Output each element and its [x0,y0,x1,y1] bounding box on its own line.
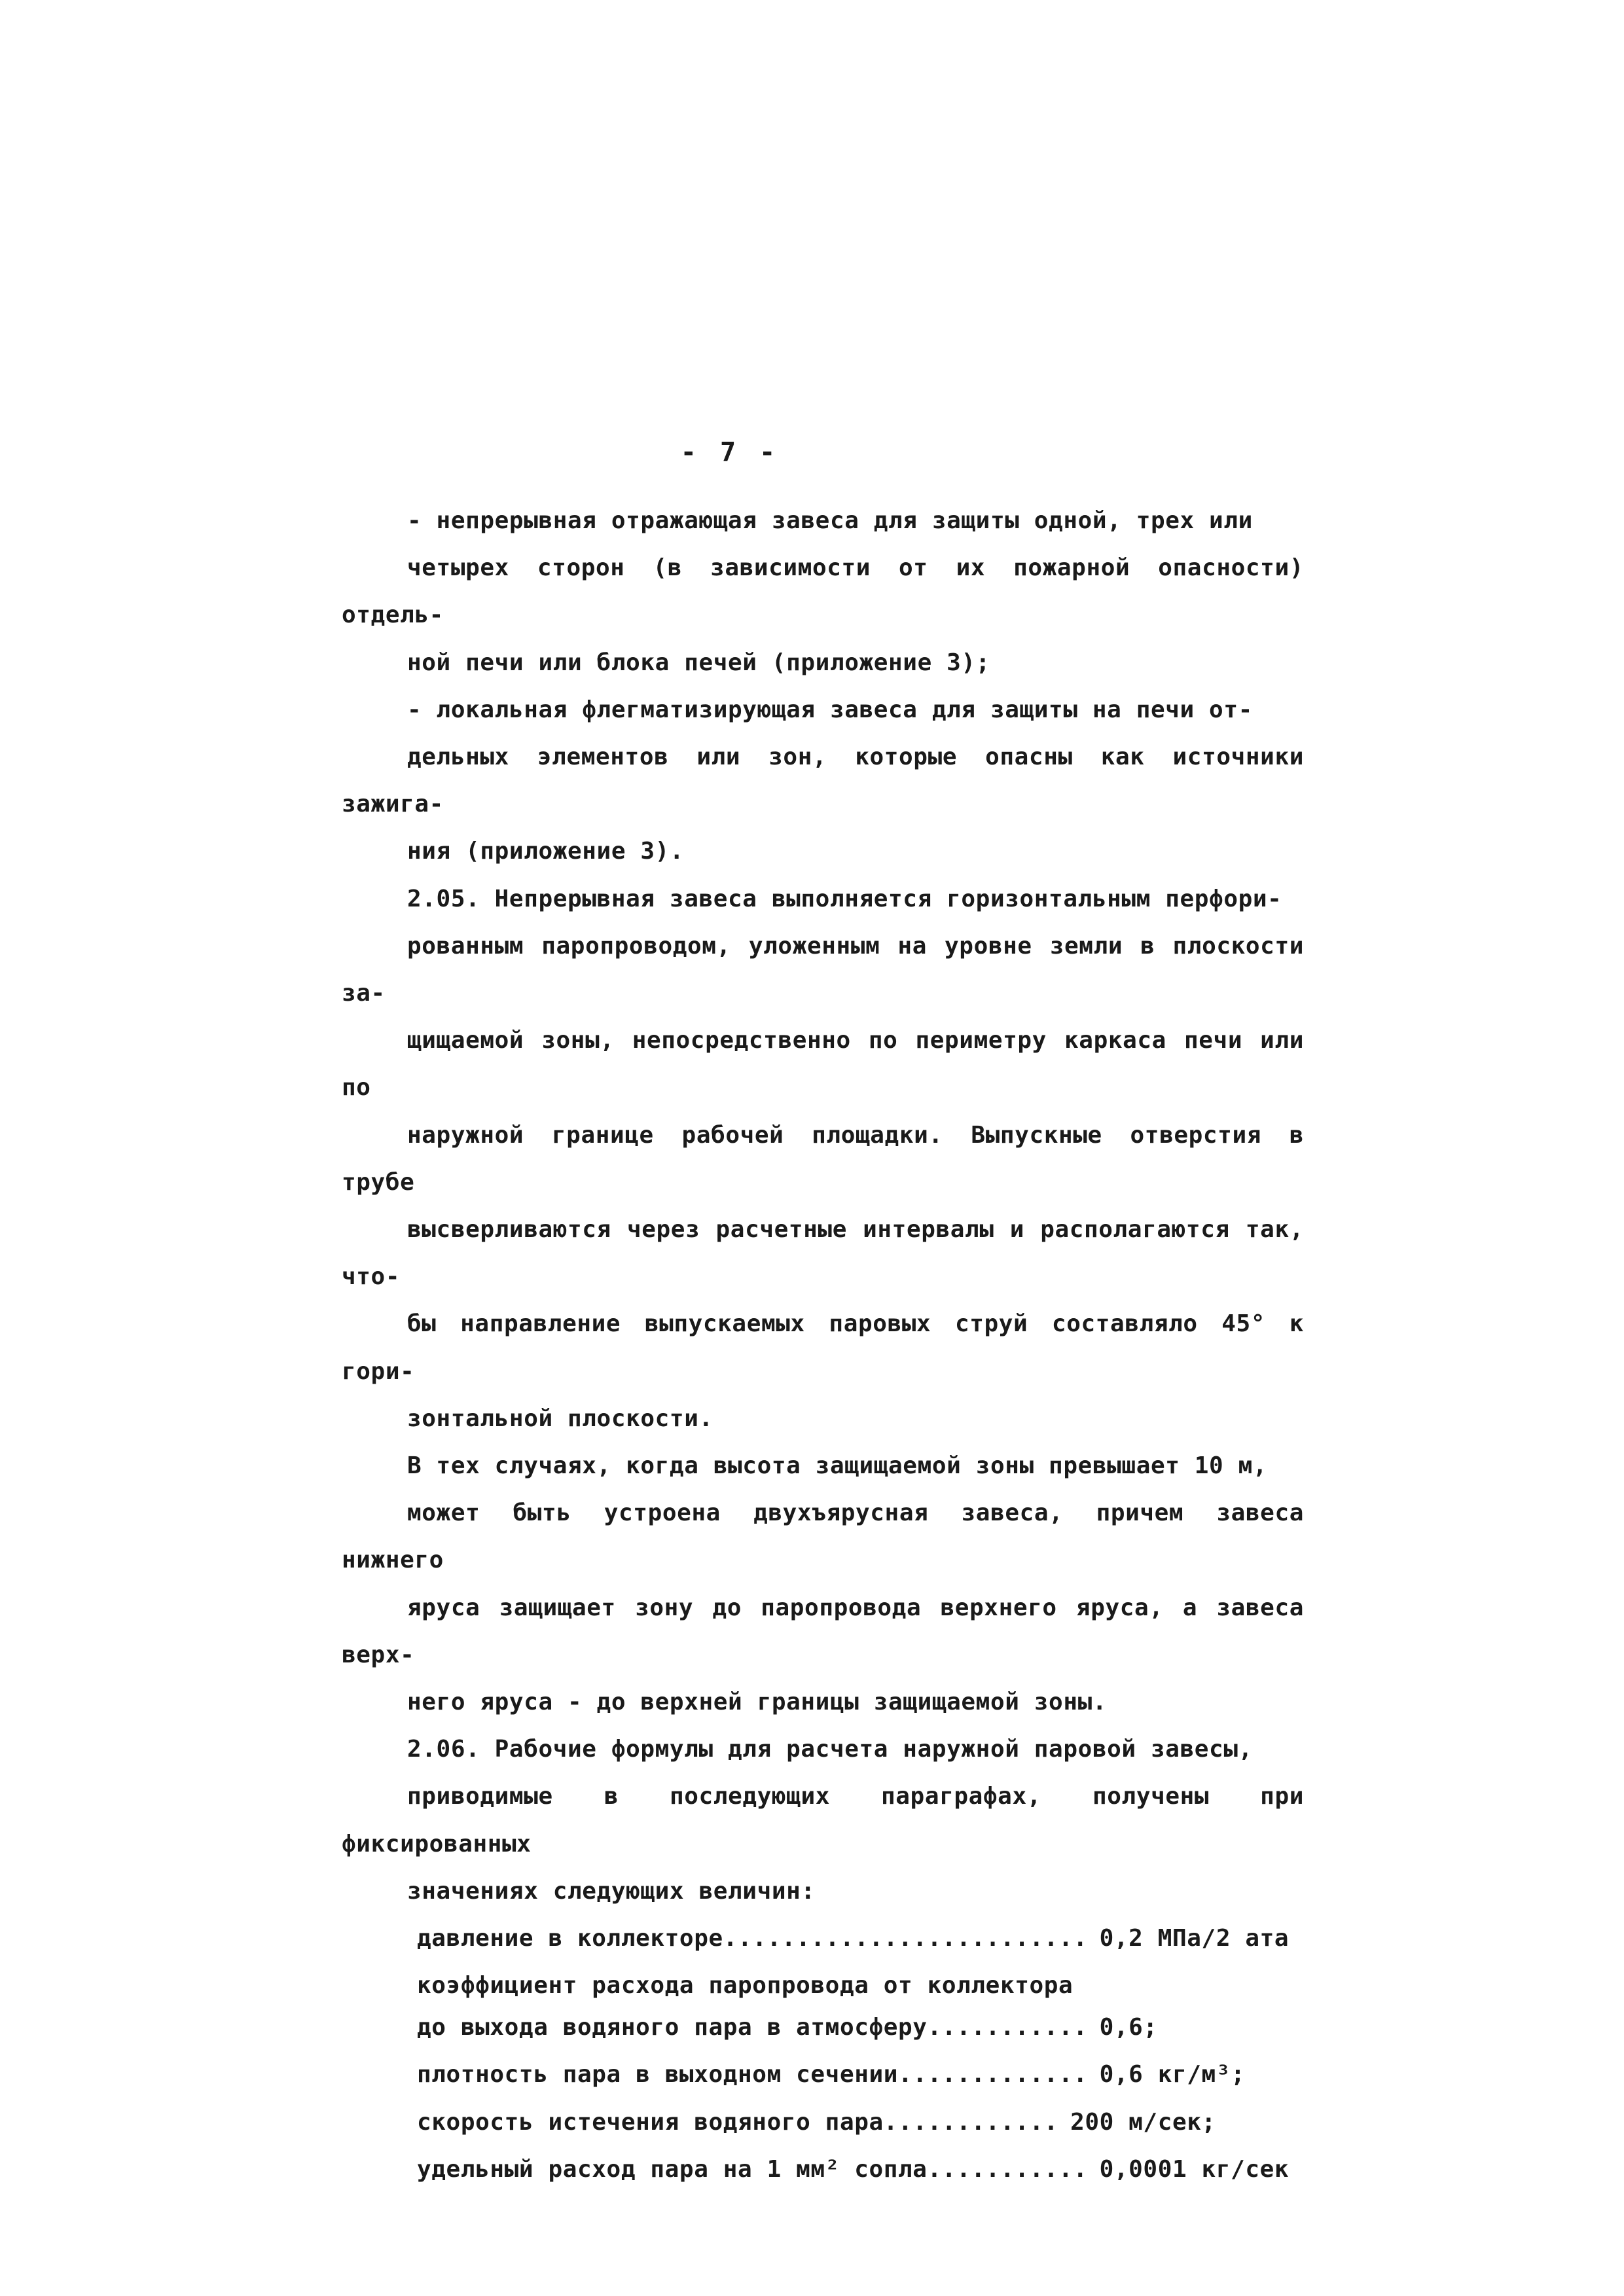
value-label: удельный расход пара на 1 мм² сопла [417,2155,928,2183]
text-line: значениях следующих величин: [407,1877,816,1905]
leader-dots: ........... [927,2014,1088,2041]
text-line: дельных элементов или зон, которые опасны как источники зажига- [342,744,1304,818]
value-amount: 0,0001 кг/сек [1099,2155,1290,2183]
value-row-outflow-velocity [417,2099,1304,2146]
body-text [342,497,1304,2193]
value-amount: 200 м/сек; [1070,2108,1216,2136]
text-line: бы направление выпускаемых паровых струй составляло 45° к гори- [342,1310,1304,1385]
paragraph-curtain-reflective [342,497,1304,687]
paragraph-2-05 [342,876,1304,1443]
value-row-collector-pressure [417,1915,1304,1962]
text-line: 2.05. Непрерывная завеса выполняется горизонтальным перфори- [407,885,1282,912]
text-line: приводимые в последующих параграфах, получены при фиксированных [342,1783,1304,1857]
paragraph-curtain-local [342,687,1304,876]
paragraph-two-tier [342,1443,1304,1726]
text-line: ния (приложение 3). [407,838,685,865]
text-line: яруса защищает зону до паропровода верхнего яруса, а завеса верх- [342,1594,1304,1668]
leader-dots: ............. [898,2061,1088,2089]
value-label: коэффициент расхода паропровода от коллектора [417,1972,1074,2000]
leader-dots: ........... [927,2155,1088,2183]
value-label: до выхода водяного пара в атмосферу [417,2014,928,2041]
leader-dots: ............ [883,2108,1059,2136]
text-line: 2.06. Рабочие формулы для расчета наружной паровой завесы, [407,1736,1253,1763]
text-line: него яруса - до верхней границы защищаемой зоны. [407,1689,1108,1716]
text-line: четырех сторон (в зависимости от их пожарной опасности) отдель- [342,554,1304,629]
text-line: - локальная флегматизирующая завеса для защиты на печи от- [407,696,1253,723]
text-line: высверливаются через расчетные интервалы и располагаются так, что- [342,1216,1304,1291]
text-line: рованным паропроводом, уложенным на уровне земли в плоскости за- [342,932,1304,1007]
value-row-flow-coefficient-line1 [417,1962,1304,2004]
text-line: В тех случаях, когда высота защищаемой зоны превышает 10 м, [407,1452,1268,1480]
text-line: щищаемой зоны, непосредственно по периметру каркаса печи или по [342,1027,1304,1102]
leader-dots: ......................... [723,1925,1088,1952]
value-label: плотность пара в выходном сечении [417,2061,899,2089]
value-amount: 0,2 МПа/2 ата [1099,1925,1290,1952]
text-line: зонтальной плоскости. [407,1405,713,1432]
value-row-flow-coefficient-line2 [417,2004,1304,2051]
paragraph-2-06 [342,1726,1304,1915]
value-label: скорость истечения водяного пара [417,2108,884,2136]
page-number: - 7 - [680,437,780,467]
text-line: ной печи или блока печей (приложение 3); [407,649,990,676]
value-row-steam-density [417,2051,1304,2098]
fixed-values-list [342,1915,1304,2193]
text-line: - непрерывная отражающая завеса для защиты одной, трех или [407,507,1253,534]
text-line: наружной границе рабочей площадки. Выпускные отверстия в трубе [342,1121,1304,1196]
value-label: давление в коллекторе [417,1925,723,1952]
text-line: может быть устроена двухъярусная завеса, причем завеса нижнего [342,1499,1304,1574]
value-row-specific-steam-flow [417,2146,1304,2193]
value-amount: 0,6; [1099,2014,1158,2041]
value-amount: 0,6 кг/м³; [1099,2061,1246,2089]
